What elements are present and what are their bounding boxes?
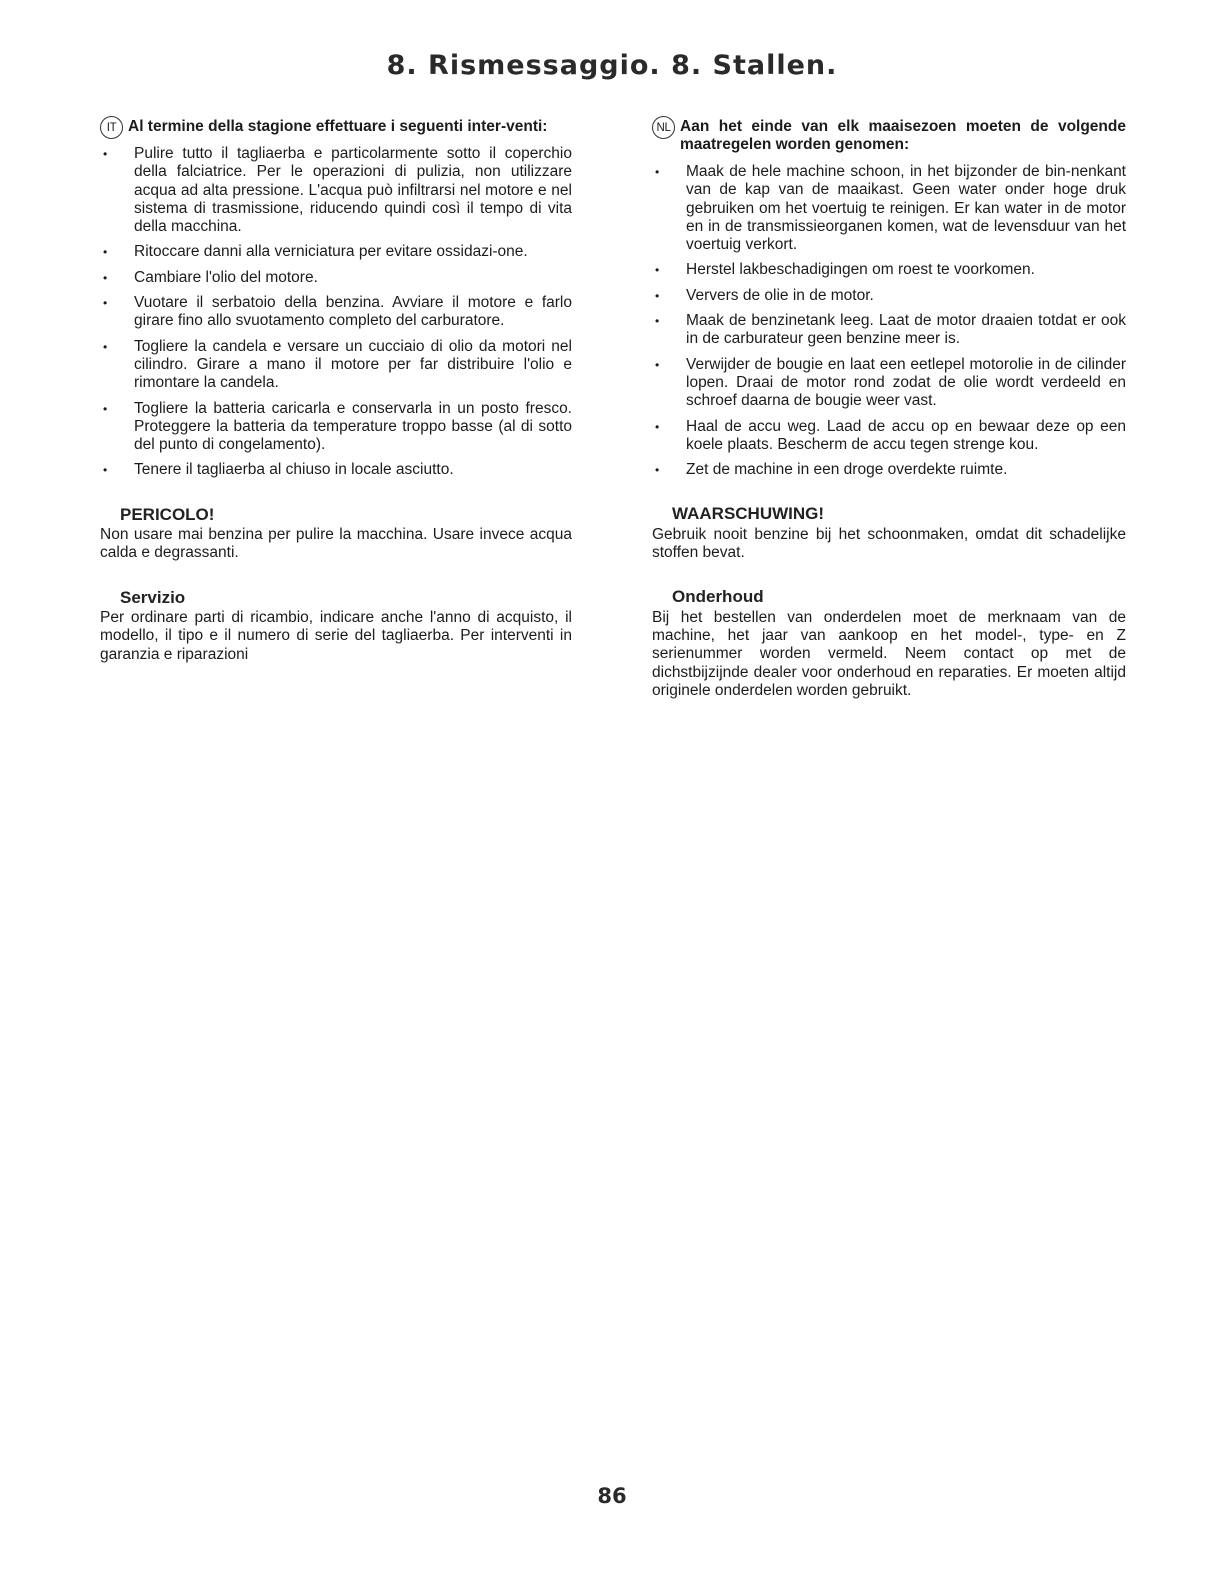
dutch-service-text: Bij het bestellen van onderdelen moet de merknaam van de machine, het jaar van aankoop en het model-, type- en Z serienummer worden vermeld. Neem contact op met de dichstbijzijnde dealer voor onderhoud en reparaties. Er moeten altijd originele onderdelen worden gebruikt. [652,608,1126,699]
list-item: • Haal de accu weg. Laad de accu op en bewaar deze op een koele plaats. Bescherm de accu tegen strenge kou. [686,418,1126,455]
italian-language-badge: IT [100,116,123,139]
italian-intro-text: Al termine della stagione effettuare i seguenti inter-venti: [128,118,548,135]
page-number: 86 [597,1484,627,1508]
dutch-warning-heading: WAARSCHUWING! [672,504,825,524]
italian-service-text: Per ordinare parti di ricambio, indicare anche l'anno di acquisto, il modello, il tipo e il numero di serie del tagliaerba. Per interventi in garanzia e riparazioni [100,608,572,663]
list-item: • Ritoccare danni alla verniciatura per evitare ossidazi-one. [134,243,572,261]
list-item: • Togliere la batteria caricarla e conservarla in un posto fresco. Proteggere la batteria da temperature troppo basse (al di sotto del punto di congelamento). [134,400,572,455]
list-item: • Vuotare il serbatoio della benzina. Avviare il motore e farlo girare fino allo svuotamento completo del carburatore. [134,294,572,331]
list-item: • Zet de machine in een droge overdekte ruimte. [686,461,1126,479]
dutch-intro [652,118,1126,154]
italian-intro [100,118,572,136]
dutch-language-badge: NL [652,116,675,139]
list-item: • Herstel lakbeschadigingen om roest te voorkomen. [686,261,1126,279]
list-item: • Tenere il tagliaerba al chiuso in locale asciutto. [134,461,572,479]
dutch-column [652,118,1126,700]
italian-column [100,118,572,664]
list-item: • Maak de benzinetank leeg. Laat de motor draaien totdat er ook in de carburateur geen benzine meer is. [686,312,1126,349]
list-item: • Togliere la candela e versare un cucciaio di olio da motori nel cilindro. Girare a mano il motore per far distribuire l'olio e rimontare la candela. [134,338,572,393]
italian-warning-text: Non usare mai benzina per pulire la macchina. Usare invece acqua calda e degrassanti. [100,526,572,562]
dutch-intro-text: Aan het einde van elk maaisezoen moeten de volgende maatregelen worden genomen: [680,118,1126,153]
list-item: • Ververs de olie in de motor. [686,287,1126,305]
dutch-bullet-list [652,163,1126,479]
italian-warning-heading: PERICOLO! [120,504,215,524]
list-item: • Cambiare l'olio del motore. [134,269,572,287]
list-item: • Maak de hele machine schoon, in het bijzonder de bin-nenkant van de kap van de maaikast. Geen water onder hoge druk gebruiken om het voertuig te reinigen. Er kan water in de motor en in de transmissieorganen komen, wat de levensduur van het voertuig verkort. [686,163,1126,254]
page-title: 8. Rismessaggio. 8. Stallen. [386,50,838,81]
list-item: • Pulire tutto il tagliaerba e particolarmente sotto il coperchio della falciatrice. Per le operazioni di pulizia, non utilizzare acqua ad alta pressione. L'acqua può infiltrarsi nel motore e nel sistema di trasmissione, riducendo quindi così il tempo di vita della macchina. [134,145,572,236]
list-item: • Verwijder de bougie en laat een eetlepel motorolie in de cilinder lopen. Draai de motor rond zodat de olie wordt verdeeld en schroef daarna de bougie weer vast. [686,356,1126,411]
italian-service-heading: Servizio [120,587,186,607]
dutch-service-heading: Onderhoud [672,587,764,607]
italian-bullet-list [100,145,572,480]
dutch-warning-text: Gebruik nooit benzine bij het schoonmaken, omdat dit schadelijke stoffen bevat. [652,525,1126,562]
